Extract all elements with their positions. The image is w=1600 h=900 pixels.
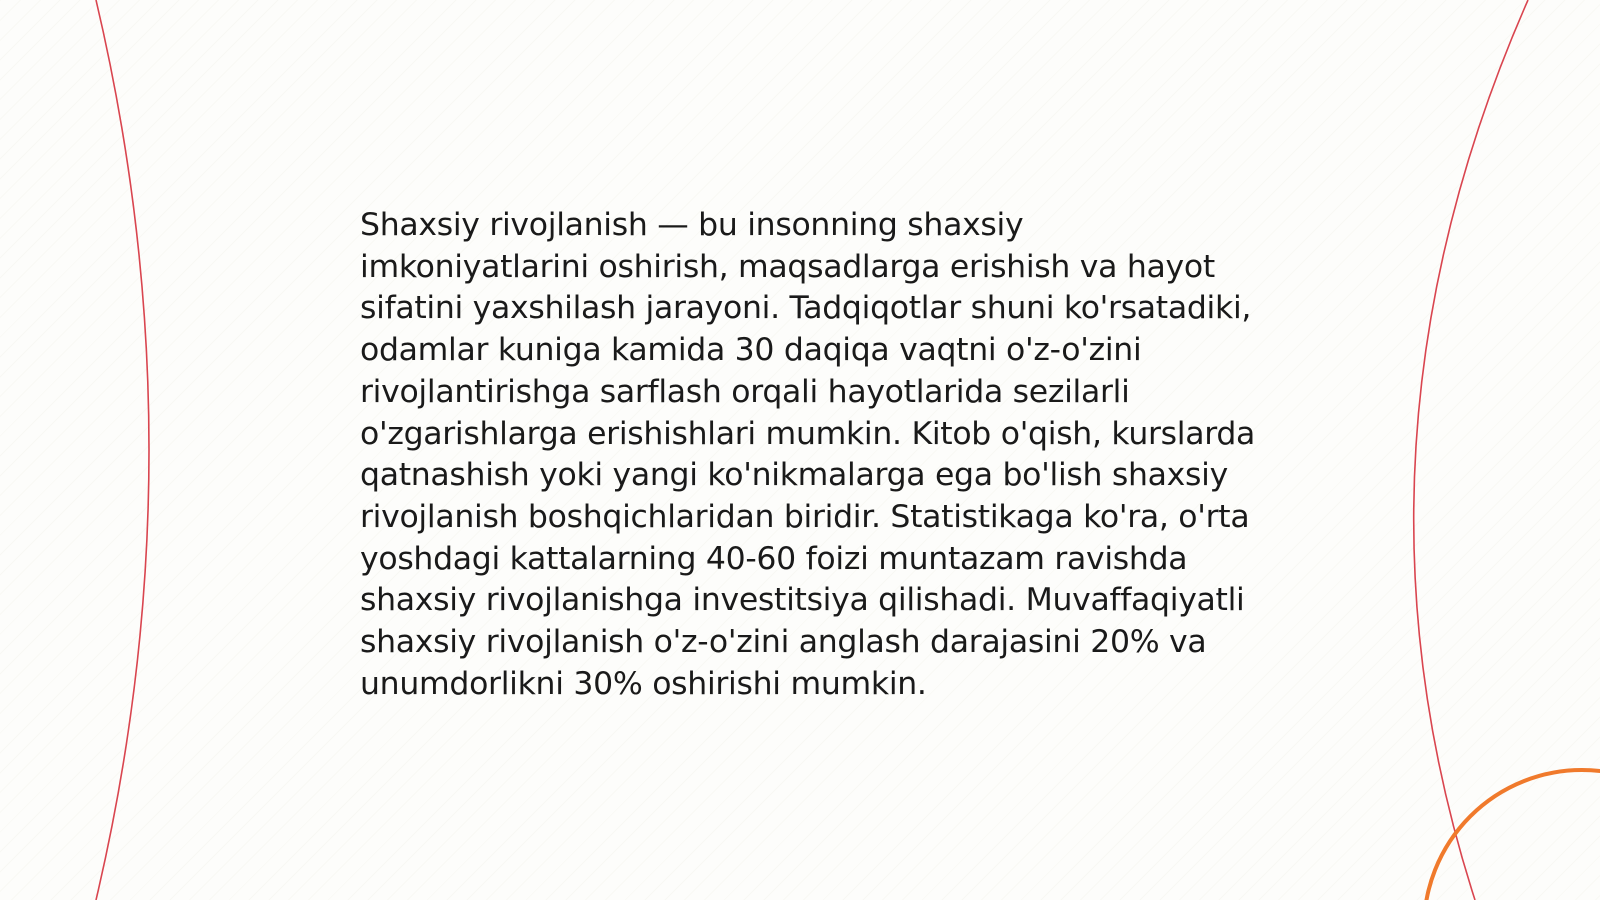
left-arc-decoration (96, 0, 149, 900)
right-arc-decoration (1414, 0, 1528, 900)
orange-circle-decoration (1424, 770, 1600, 900)
slide-body-text: Shaxsiy rivojlanish — bu insonning shaxsiy imkoniyatlarini oshirish, maqsadlarga erishish va hayot sifatini yaxshilash jarayoni. Tadqiqotlar shuni ko'rsatadiki, odamlar kuniga kamida 30 daqiqa vaqtni o'z-o'zini rivojlantirishga sarflash orqali hayotlarida sezilarli o'zgarishlarga erishishlari mumkin. Kitob o'qish, kurslarda qatnashish yoki yangi ko'nikmalarga ega bo'lish shaxsiy rivojlanish boshqichlaridan biridir. Statistikaga ko'ra, o'rta yoshdagi kattalarning 40-60 foizi muntazam ravishda shaxsiy rivojlanishga investitsiya qilishadi. Muvaffaqiyatli shaxsiy rivojlanish o'z-o'zini anglash darajasini 20% va unumdorlikni 30% oshirishi mumkin. (360, 207, 1256, 702)
